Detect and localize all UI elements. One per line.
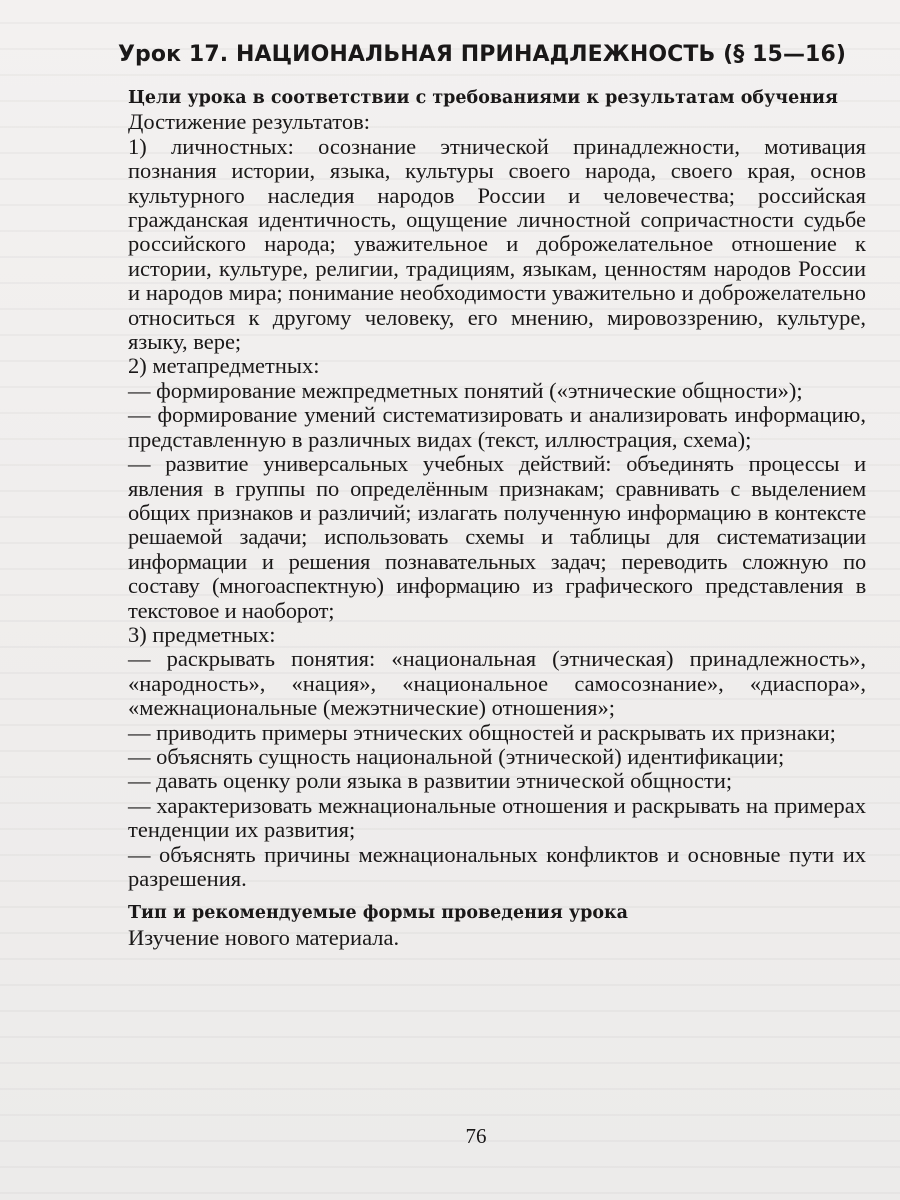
metasubject-label: 2) метапредметных: (128, 353, 320, 379)
metasubject-item: — формирование межпредметных понятий («этнические общности»); (128, 377, 803, 403)
lesson-title: Урок 17. НАЦИОНАЛЬНАЯ ПРИНАДЛЕЖНОСТЬ (§ 15—16) (118, 42, 847, 67)
metasubject-item: — формирование умений систематизировать и анализировать информацию, представленную в различных видах (текст, иллюстрация, схема); (128, 402, 866, 452)
metasubject-item: — развитие универсальных учебных действий: объединять процессы и явления в группы по определённым признакам; сравнивать с выделением общих признаков и различий; излагать полученную информацию в контексте решаемой задачи; использовать схемы и таблицы для систематизации информации и решения познавательных задач; переводить сложную по составу (многоаспектную) информацию из графического представления в текстовое и наоборот; (128, 451, 866, 623)
subject-item: — объяснять сущность национальной (этнической) идентификации; (128, 743, 785, 769)
subject-item: — раскрывать понятия: «национальная (этническая) принадлежность», «народность», «нация», «национальное самосознание», «диаспора», «межнациональные (межэтнические) отношения»; (128, 646, 866, 721)
subject-item: — давать оценку роли языка в развитии этнической общности; (128, 768, 733, 794)
subject-label: 3) предметных: (128, 621, 276, 647)
page-content (128, 86, 866, 950)
lesson-type-text: Изучение нового материала. (128, 924, 400, 950)
subject-item: — объяснять причины межнациональных конфликтов и основные пути их разрешения. (128, 841, 866, 891)
section-spacer (128, 891, 866, 901)
personal-results: 1) личностных: осознание этнической принадлежности, мотивация познания истории, языка, культуры своего народа, своего края, основ культурного наследия народов России и человечества; российская гражданская идентичность, ощущение личностной сопричастности судьбе российского народа; уважительное и доброжелательное отношение к истории, культуре, религии, традициям, языкам, ценностям народов России и народов мира; понимание необходимости уважительно и доброжелательно относиться к другому человеку, его мнению, мировоззрению, культуре, языку, вере; (128, 133, 866, 355)
goals-heading: Цели урока в соответствии с требованиями к результатам обучения (128, 88, 838, 108)
achievement-label: Достижение результатов: (128, 109, 370, 135)
subject-item: — характеризовать межнациональные отношения и раскрывать на примерах тенденции их развития; (128, 792, 866, 843)
page-number: 76 (465, 1124, 487, 1148)
lesson-type-heading: Тип и рекомендуемые формы проведения урока (128, 903, 629, 924)
subject-item: — приводить примеры этнических общностей и раскрывать их признаки; (128, 719, 836, 745)
